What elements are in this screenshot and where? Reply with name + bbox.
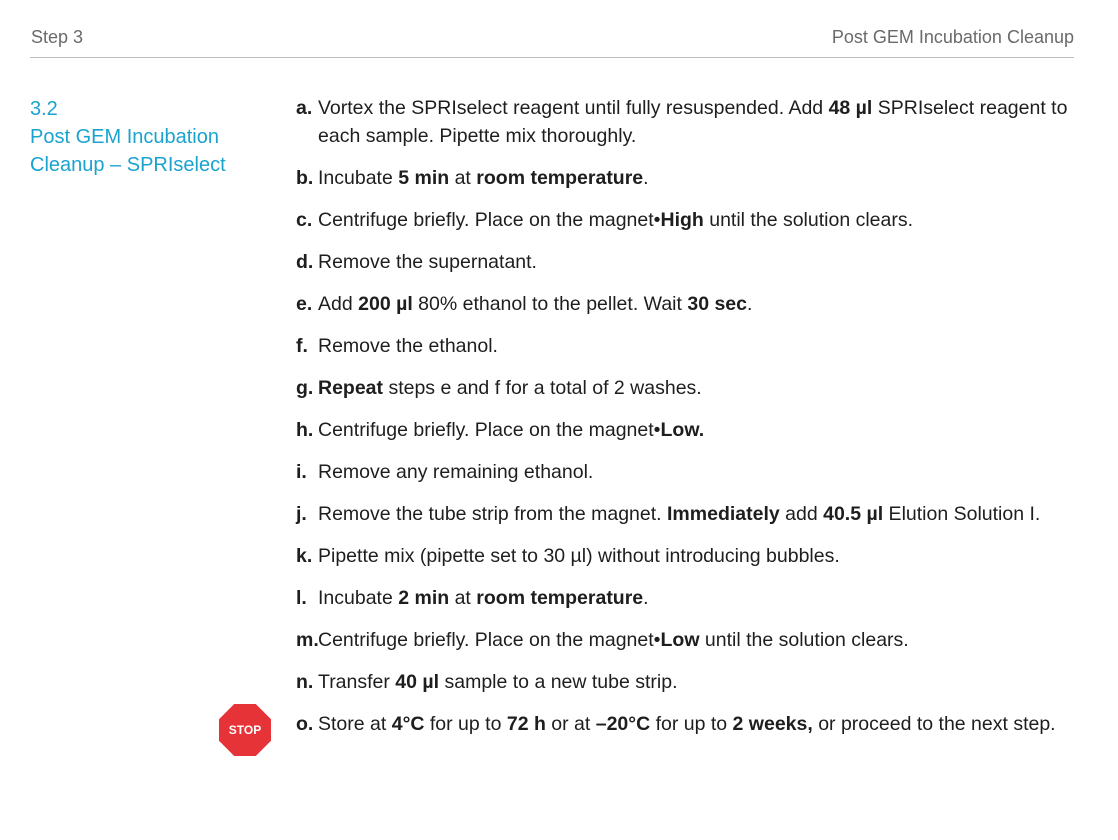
step-emphasis: 2 weeks, [732,713,813,735]
step-text: Remove the supernatant. [318,251,537,273]
step-item [296,94,1086,150]
step-text: Remove the ethanol. [318,335,498,357]
step-letter: n. [296,671,314,693]
step-text: or proceed to the next step. [812,713,1056,735]
step-letter: l. [296,587,307,609]
step-emphasis: Immediately [667,503,780,525]
step-letter: a. [296,97,313,119]
step-emphasis: 2 min [398,587,450,609]
step-emphasis: –20°C [595,713,651,735]
step-text: Centrifuge briefly. Place on the magnet• [318,209,661,231]
step-text: or at [545,713,596,735]
step-item [296,248,1086,276]
step-emphasis: 4°C [391,713,425,735]
step-letter: m. [296,629,319,651]
step-text: Store at [318,713,392,735]
step-emphasis: 30 sec [687,293,747,315]
page-header [30,26,1074,58]
step-text: Remove the tube strip from the magnet. [318,503,668,525]
step-letter: j. [296,503,307,525]
step-item [296,668,1086,696]
step-text: until the solution clears. [703,209,914,231]
step-text: at [449,167,477,189]
step-text: at [449,587,477,609]
step-letter: b. [296,167,314,189]
step-emphasis: Repeat [318,377,384,399]
step-text: sample to a new tube strip. [439,671,678,693]
step-text: . [643,587,649,609]
section-title-line1: Post GEM Incubation [30,126,219,148]
step-item [296,416,1086,444]
step-text: steps e and f for a total of 2 washes. [383,377,702,399]
step-text: 80% ethanol to the pellet. Wait [412,293,688,315]
step-item [296,332,1086,360]
step-letter: c. [296,209,313,231]
step-letter: d. [296,251,314,273]
step-emphasis: 5 min [398,167,450,189]
step-item [296,164,1086,192]
step-emphasis: 200 µl [358,293,413,315]
step-emphasis: High [660,209,704,231]
section-number: 3.2 [30,98,58,120]
step-emphasis: 40 µl [395,671,440,693]
section-title-line2: Cleanup – SPRIselect [30,154,226,176]
step-text: Vortex the SPRIselect reagent until fully resuspended. Add [318,97,829,119]
step-text: Add [318,293,359,315]
step-text: Incubate [318,587,399,609]
header-section-title: Post GEM Incubation Cleanup [831,27,1074,47]
step-text: Centrifuge briefly. Place on the magnet• [318,629,661,651]
step-emphasis: Low [660,629,700,651]
stop-label: STOP [228,723,262,737]
step-text: Transfer [318,671,396,693]
step-letter: o. [296,713,314,735]
step-text: until the solution clears. [699,629,909,651]
step-text: . [747,293,753,315]
step-item [296,206,1086,234]
step-text: Centrifuge briefly. Place on the magnet• [318,419,661,441]
step-emphasis: room temperature [476,587,644,609]
step-item [296,584,1086,612]
step-item [296,626,1086,654]
step-letter: k. [296,545,313,567]
step-emphasis: 72 h [506,713,546,735]
step-item [296,290,1086,318]
step-item [296,458,1086,486]
step-emphasis: Low. [660,419,705,441]
section-heading [30,95,270,179]
step-text: Pipette mix (pipette set to 30 µl) without introducing bubbles. [318,545,840,567]
step-item [296,710,1086,738]
step-text: for up to [650,713,733,735]
step-letter: e. [296,293,313,315]
step-letter: h. [296,419,314,441]
step-text: SPRIselect reagent to each sample. Pipette mix thoroughly. [318,97,1068,147]
step-label: Step 3 [31,27,84,47]
step-text: . [643,167,649,189]
stop-sign-icon [219,704,271,756]
step-text: add [779,503,824,525]
step-emphasis: 40.5 µl [823,503,884,525]
step-text: Incubate [318,167,399,189]
step-letter: g. [296,377,314,399]
step-text: for up to [424,713,507,735]
step-letter: i. [296,461,307,483]
step-text: Elution Solution I. [883,503,1041,525]
step-emphasis: 48 µl [828,97,873,119]
step-item [296,542,1086,570]
step-list [296,94,1086,752]
step-letter: f. [296,335,308,357]
step-item [296,500,1086,528]
step-item [296,374,1086,402]
step-emphasis: room temperature [476,167,644,189]
step-text: Remove any remaining ethanol. [318,461,594,483]
